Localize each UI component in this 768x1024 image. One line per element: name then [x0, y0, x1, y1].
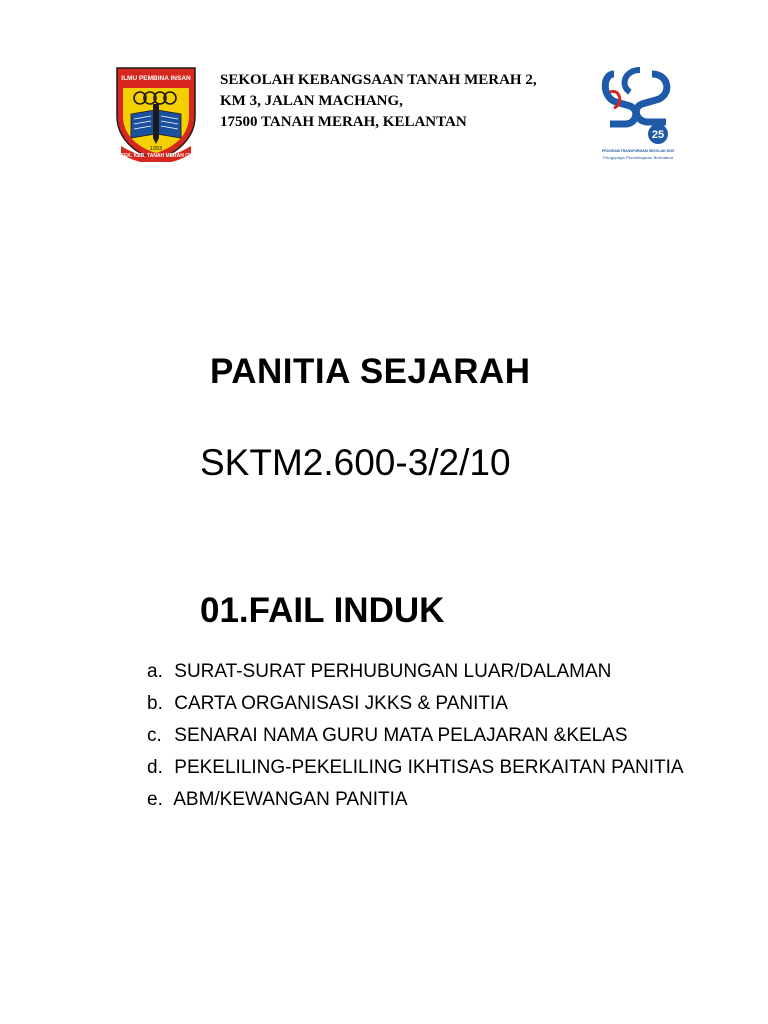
school-crest-logo — [113, 64, 199, 162]
list-item-letter: e. — [147, 789, 163, 810]
ts25-caption-top: PROGRAM TRANSFORMASI SEKOLAH 2025 — [602, 149, 675, 153]
crest-year: 1953 — [149, 146, 163, 152]
file-code: SKTM2.600-3/2/10 — [200, 442, 511, 483]
crest-motto: ILMU PEMBINA INSAN — [121, 75, 191, 82]
list-item — [147, 688, 684, 720]
list-item — [147, 656, 684, 688]
school-address — [220, 70, 537, 133]
list-item-letter: b. — [147, 693, 163, 714]
section-heading: 01.FAIL INDUK — [200, 591, 445, 630]
crest-name: SEK. KEB. TANAH MERAH (2) — [120, 153, 192, 159]
letterhead — [0, 0, 768, 180]
list-item-letter: d. — [147, 757, 163, 778]
list-item-letter: c. — [147, 725, 162, 746]
ts25-caption-bottom: Pengupaya Pembelajaran Bermakna — [603, 156, 674, 160]
address-line-city: 17500 TANAH MERAH, KELANTAN — [220, 114, 467, 130]
list-item-text: CARTA ORGANISASI JKKS & PANITIA — [174, 693, 508, 714]
list-item — [147, 752, 684, 784]
list-item-text: ABM/KEWANGAN PANITIA — [173, 789, 408, 810]
address-line-school: SEKOLAH KEBANGSAAN TANAH MERAH 2, — [220, 72, 537, 88]
address-line-street: KM 3, JALAN MACHANG, — [220, 93, 403, 109]
ts25-number: 25 — [651, 129, 665, 141]
list-item — [147, 784, 684, 816]
list-item — [147, 720, 684, 752]
list-item-letter: a. — [147, 661, 163, 682]
ts25-logo — [600, 64, 676, 164]
list-item-text: SENARAI NAMA GURU MATA PELAJARAN &KELAS — [174, 725, 628, 746]
file-contents-list — [147, 656, 684, 816]
page-title: PANITIA SEJARAH — [210, 352, 531, 391]
list-item-text: SURAT-SURAT PERHUBUNGAN LUAR/DALAMAN — [174, 661, 612, 682]
list-item-text: PEKELILING-PEKELILING IKHTISAS BERKAITAN PANITIA — [174, 757, 684, 778]
